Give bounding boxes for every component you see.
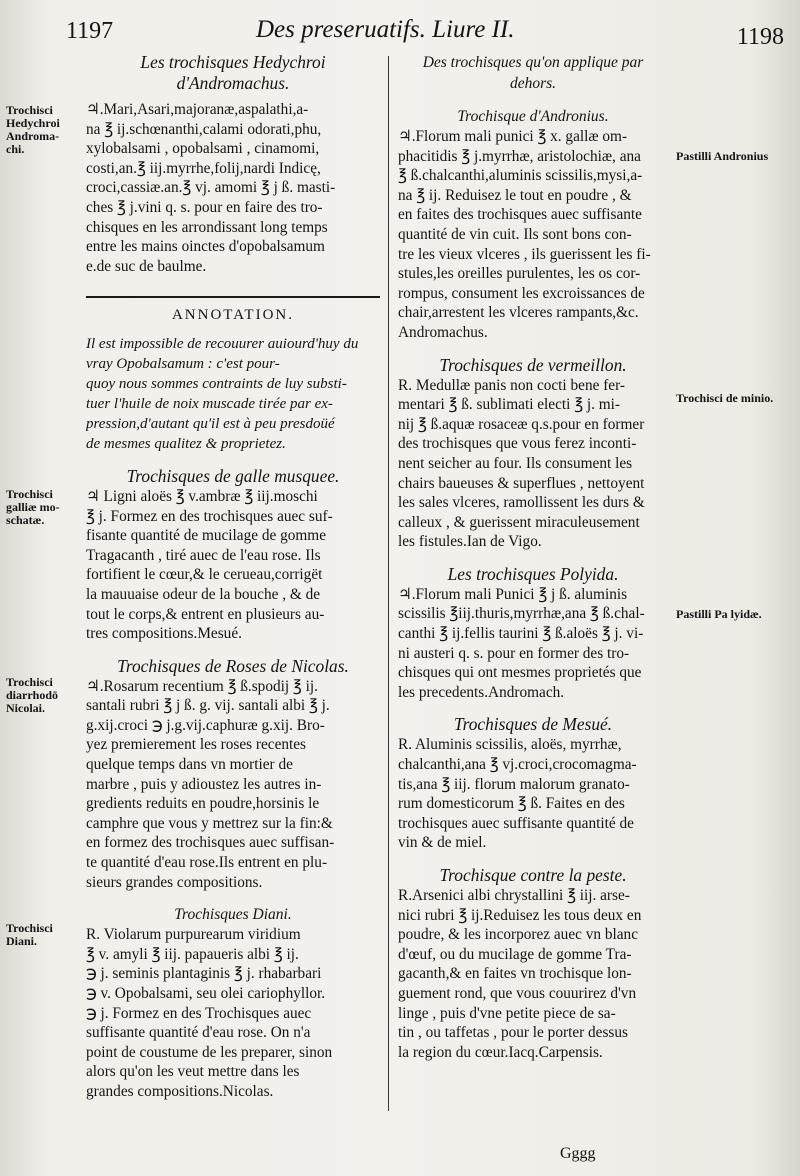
text-line: gacanth,& en faites vn trochisque lon- [398,965,632,983]
recipe-vermeillon [398,376,668,552]
text-line: ♃.Florum mali Punici ℥ j ß. aluminis [398,585,628,603]
text-line: santali rubri ℥ j ß. g. vij. santali albi ℥ j. [86,697,330,715]
text-line: ♃.Mari,Asari,majoranæ,aspalathi,a- [86,101,309,118]
text-line: sieurs grandes compositions. [86,873,263,891]
text-line: R. Violarum purpurearum viridium [86,926,301,944]
text-line: point de coustume de les preparer, sinon [86,1043,333,1061]
text-line: grandes compositions.Nicolas. [86,1082,274,1100]
text-line: ℈ j. Formez en des Trochisques auec [86,1004,312,1022]
text-line: gredients reduits en poudre,horsinis le [86,795,320,813]
text-line: poudre, & les incorporez auec vn blanc [398,926,638,944]
text-line: ♃.Rosarum recentium ℥ ß.spodij ℥ ij. [86,677,318,695]
recipe-diani [86,925,380,1101]
text-line: quelque temps dans vn mortier de [86,756,293,774]
annotation-heading: ANNOTATION. [171,307,295,324]
margin-note-minio: Trochisci de minio. [676,391,774,405]
text-line: yez premierement les roses recentes [86,736,306,754]
section-title-polyida: Les trochisques Polyida. [447,563,619,584]
text-line: guement rond, que vous couurirez d'vn [398,984,637,1002]
section-title-galle-musquee: Trochisques de galle musquee. [126,465,340,486]
text-line: ches ℥ j.vini q. s. pour en faire des tro- [86,198,323,216]
page-number-left: 1197 [66,18,114,44]
section-title-hedychroi: Les trochisques Hedychroi d'Andromachus. [140,52,326,93]
text-line: xylobalsami , opobalsami , cinamomi, [86,140,320,158]
text-line: les sales vlceres, ramollissent les durs & [398,494,645,512]
margin-note-gallia: Trochisci galliæ mo-schatæ. [6,487,60,527]
text-line: nent seicher au four. Ils consument les [398,454,633,472]
catchword: Gggg [560,1145,596,1162]
text-line: calleux , & guerissent miraculeusement [398,513,640,531]
page-header [0,12,800,48]
text-line: des trochisques que vous ferez inconti- [398,435,637,453]
text-line: quoy nous sommes contraints de luy substi- [86,375,347,392]
text-line: la region du cœur.Iacq.Carpensis. [398,1043,603,1061]
text-line: na ℥ ij. Reduisez le tout en poudre , & [398,186,632,204]
text-line: mentari ℥ ß. sublimati electi ℥ j. mi- [398,396,621,414]
section-title-diani: Trochisques Diani. [174,906,292,924]
page-number-right: 1198 [736,24,784,50]
recipe-hedychroi [86,100,380,276]
text-line: ℈ j. seminis plantaginis ℥ j. rhabarbari [86,965,322,983]
text-line: ℥ j. Formez en des trochisques auec suf- [86,507,333,525]
text-line: scissilis ℥iij.thuris,myrrhæ,ana ℥ ß.chal- [398,605,645,623]
text-line: ni austeri q. s. pour en former des tro- [398,644,630,662]
text-line: tres compositions.Mesué. [86,625,242,643]
section-rule [86,296,380,298]
text-line: Tragacanth , tiré auec de l'eau rose. Ils [86,546,321,564]
text-line: chairs baueuses & superflues , nettoyent [398,474,645,492]
text-line: costi,an.℥ iij.myrrhe,folij,nardi Indicę, [86,159,321,177]
text-line: tuer l'huile de noix muscade tirée par ex- [86,395,333,412]
recipe-peste [398,886,668,1062]
text-line: na ℥ ij.schœnanthi,calami odorati,phu, [86,120,322,138]
margin-note-hedychroi: Trochisci Hedychroi Androma-chi. [6,103,60,156]
recipe-galle-musquee [86,487,380,644]
text-line: d'œuf, ou du mucilage de gomme Tra- [398,945,632,963]
text-line: R.Arsenici albi chrystallini ℥ iij. arse- [398,887,630,904]
section-title-mesue: Trochisques de Mesué. [453,714,613,735]
margin-note-diani: Trochisci Diani. [6,921,53,948]
text-line: croci,cassiæ.an.℥ vj. amomi ℥ j ß. masti- [86,179,336,197]
text-line: tis,ana ℥ iij. florum malorum granato- [398,775,630,793]
text-line: chair,arrestent les vlceres rampants,&c. [398,304,639,322]
text-line: Il est impossible de recouurer auiourd'huy du vray Opobalsamum : c'est pour- [86,335,359,372]
text-line: linge , puis d'vne petite piece de sa- [398,1004,616,1022]
text-line: ℥ v. amyli ℥ iij. papaueris albi ℥ ij. [86,945,299,963]
text-line: suffisante quantité d'eau rose. On n'a [86,1024,311,1042]
text-line: alors qu'on les veut mettre dans les [86,1063,300,1081]
text-line: la mauuaise odeur de la bouche , & de [86,585,321,603]
text-line: trochisques auec suffisante quantité de [398,814,634,832]
text-line: en formez des trochisques auec suffisan- [86,834,335,852]
section-title-peste: Trochisque contre la peste. [439,865,627,885]
section-title-roses-nicolas: Trochisques de Roses de Nicolas. [117,655,349,676]
text-line: tin , ou taffetas , pour le porter dessus [398,1024,628,1042]
recipe-mesue [398,735,668,853]
text-line: nij ℥ ß.aquæ rosaceæ q.s.pour en former [398,415,645,433]
section-title-par-dehors: Des trochisques qu'on applique par dehors. [422,54,644,92]
text-line: ℈ v. Opobalsami, seu olei cariophyllor. [86,985,326,1002]
text-line: de mesmes qualitez & proprietez. [86,435,286,452]
text-line: chalcanthi,ana ℥ vj.croci,crocomagma- [398,756,637,774]
text-line: stules,les oreilles purulentes, les os cor- [398,265,641,283]
text-line: R. Aluminis scissilis, aloës, myrrhæ, [398,736,622,754]
text-line: e.de suc de baulme. [86,257,207,275]
column-divider [388,56,389,1111]
text-line: entre les mains oinctes d'opobalsamum [86,238,325,256]
text-line: nici rubri ℥ ij.Reduisez les tous deux en [398,906,642,924]
text-line: ♃ Ligni aloës ℥ v.ambræ ℥ iij.moschi [86,487,318,505]
annotation-text [86,334,380,454]
text-line: les precedents.Andromach. [398,683,565,701]
text-line: vin & de miel. [398,834,487,852]
text-line: ℥ ß.chalcanthi,aluminis scissilis,mysi,a- [398,167,643,185]
recipe-roses-nicolas [86,677,380,893]
text-line: R. Medullæ panis non cocti bene fer- [398,376,625,394]
text-line: tout le corps,& entrent en plusieurs au- [86,605,325,623]
section-title-vermeillon: Trochisques de vermeillon. [439,354,627,375]
text-line: phacitidis ℥ j.myrrhæ, aristolochiæ, ana [398,147,641,165]
text-line: les fistules.Ian de Vigo. [398,533,542,551]
section-title-andronius: Trochisque d'Andronius. [457,108,609,125]
text-line: fortifient le cœur,& le cerueau,corrigët [86,566,323,584]
margin-note-diarrhodon: Trochisci diarrhodō Nicolai. [6,675,59,715]
running-title: Des preseruatifs. Liure II. [256,16,515,43]
text-line: rompus, consument les excroissances de [398,284,645,302]
text-line: rum domesticorum ℥ ß. Faites en des [398,795,625,813]
text-line: fisante quantité de mucilage de gomme [86,527,326,545]
text-line: Andromachus. [398,323,488,341]
recipe-andronius [398,127,668,343]
right-column [398,52,668,1062]
text-line: pression,d'autant qu'il est à peu presdoüé [86,415,335,432]
text-line: chisques en les arrondissant long temps [86,218,328,236]
text-line: marbre , puis y adioustez les autres in- [86,775,322,793]
text-line: tre les vieux vlceres , ils guerissent les fi- [398,245,651,263]
left-column [86,52,380,1102]
margin-note-polyida: Pastilli Pa lyidæ. [676,607,762,621]
text-line: te quantité d'eau rose.Ils entrent en plu- [86,854,328,872]
text-line: canthi ℥ ij.fellis taurini ℥ ß.aloës ℥ j. vi- [398,625,644,643]
text-line: g.xij.croci ℈ j.g.vij.caphuræ g.xij. Bro- [86,716,325,734]
margin-note-andronius: Pastilli Andronius [676,149,769,163]
text-line: chisques qui ont mesmes proprietés que [398,664,642,682]
text-line: ♃.Florum mali punici ℥ x. gallæ om- [398,128,628,145]
recipe-polyida [398,585,668,703]
text-line: camphre que vous y mettrez sur la fin:& [86,814,333,832]
text-line: en faites des trochisques auec suffisante [398,206,642,224]
text-line: quantité de vin cuit. Ils sont bons con- [398,225,632,243]
